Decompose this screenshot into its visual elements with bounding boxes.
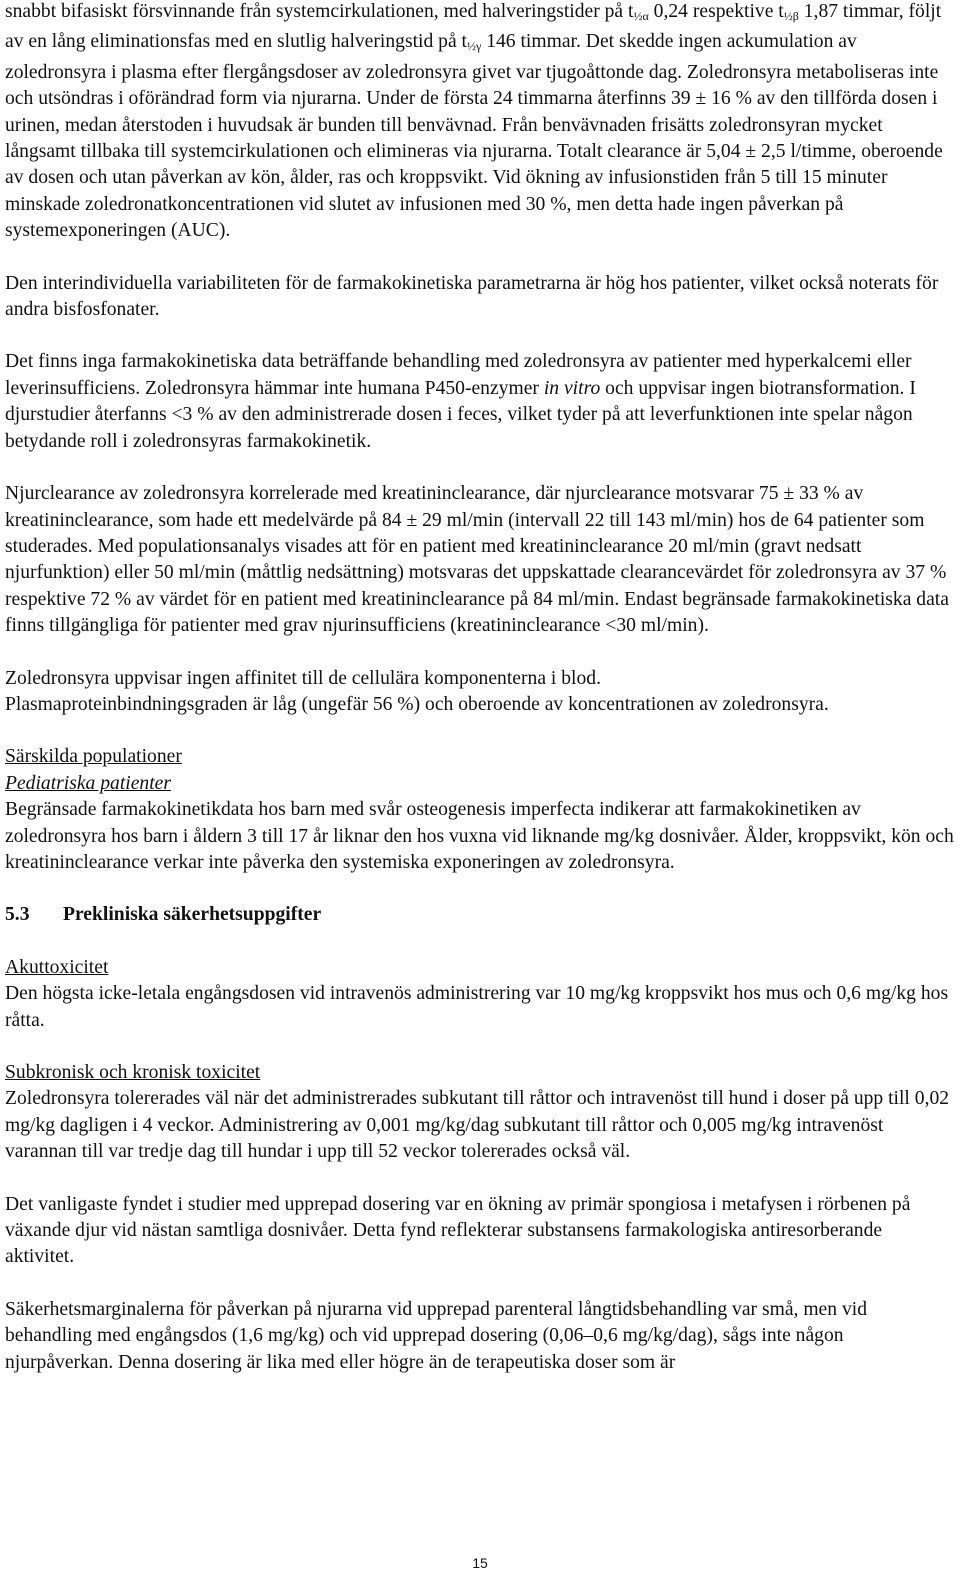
page-content [5,0,955,1402]
paragraph-protein-binding: Plasmaproteinbindningsgraden är låg (ungefär 56 %) och oberoende av koncentrationen av zoledronsyra. [5,693,829,715]
chronic-toxicity-heading: Subkronisk och kronisk toxicitet [5,1062,261,1083]
page-number: 15 [472,1555,488,1571]
subscript: ½γ [466,39,482,54]
acute-toxicity-heading: Akuttoxicitet [5,956,109,978]
acute-toxicity-block [5,955,955,1034]
subscript: ½β [783,9,799,23]
special-populations-heading: Särskilda populationer [5,746,182,768]
chronic-toxicity-block [5,1060,955,1166]
special-populations-block [5,744,955,876]
paragraph-hepatic [5,349,955,455]
pediatric-text: Begränsade farmakokinetikdata hos barn med svår osteogenesis imperfecta indikerar att farmakokinetiken av zoledronsyra hos barn i åldern 3 till 17 år liknar den hos vuxna vid liknande mg/kg dosnivåer. Ålder, kroppsvikt, kön och kreatininclearance verkar inte påverka den systemiska exponeringen av zoledronsyra. [5,799,954,873]
section-number: 5.3 [5,904,30,926]
paragraph-variability: Den interindividuella variabiliteten för de farmakokinetiska parametrarna är hög hos patienter, vilket också noterats för andra bisfosfonater. [5,272,939,321]
paragraph-renal-clearance: Njurclearance av zoledronsyra korrelerade med kreatininclearance, där njurclearance motsvarar 75 ± 33 % av kreatininclearance, som hade ett medelvärde på 84 ± 29 ml/min (intervall 22 till 143 ml/min) hos de 64 patienter som studerades. Med populationsanalys visades att för en patient med kreatininclearance 20 ml/min (gravt nedsatt njurfunktion) eller 50 ml/min (måttlig nedsättning) motsvaras det uppskattade clearancevärdet för zoledronsyra av 37 % respektive 72 % av värdet för en patient med kreatininclearance på 84 ml/min. Endast begränsade farmakokinetiska data finns tillgängliga för patienter med grav njurinsufficiens (kreatininclearance <30 ml/min). [5,483,949,637]
subscript: ½α [633,9,649,23]
text-run: och uppvisar ingen biotransformation. I djurstudier återfanns <3 % av den administrerade dosen i feces, vilket tyder på att leverfunktionen inte spelar någon betydande roll i zoledronsyras farmakokinetik. [5,377,916,452]
pediatric-subheading: Pediatriska patienter [5,772,171,794]
acute-toxicity-text: Den högsta icke-letala engångsdosen vid intravenös administrering var 10 mg/kg kroppsvikt hos mus och 0,6 mg/kg hos råtta. [5,983,949,1031]
italic-term: in vitro [543,377,601,399]
paragraph-safety-margins: Säkerhetsmarginalerna för påverkan på njurarna vid upprepad parenteral långtidsbehandling var små, men vid behandling med engångsdos (1,6 mg/kg) och vid upprepad dosering (0,06–0,6 mg/kg/dag), sågs inte någon njurpåverkan. Denna dosering är lika med eller högre än de terapeutiska doser som är [5,1298,867,1373]
section-title: Prekliniska säkerhetsuppgifter [63,904,322,926]
paragraph-pharmacokinetics [5,0,955,245]
text-run: 0,24 respektive t [648,1,784,22]
text-run: 146 timmar. Det skedde ingen ackumulation av zoledronsyra i plasma efter flergångsdoser av zoledronsyra givet var tjugoåttonde dag. Zoledronsyra metaboliseras inte och utsöndras i oförändrad form via njurarna. Under de första 24 timmarna återfinns 39 ± 16 % av den tillförda dosen i urinen, medan återstoden i huvudsak är bunden till benvävnad. Från benvävnaden frisätts zoledronsyran mycket långsamt tillbaka till systemcirkulationen och elimineras via njurarna. Totalt clearance är 5,04 ± 2,5 l/timme, oberoende av dosen och utan påverkan av kön, ålder, ras och kroppsvikt. Vid ökning av infusionstiden från 5 till 15 minuter minskade zoledronatkoncentrationen vid slutet av infusionen med 30 %, men detta hade ingen påverkan på systemexponeringen (AUC). [5,31,943,242]
chronic-toxicity-text: Zoledronsyra tolererades väl när det administrerades subkutant till råttor och intravenöst till hund i doser på upp till 0,02 mg/kg dagligen i 4 veckor. Administrering av 0,001 mg/kg/dag subkutant till råttor och 0,005 mg/kg intravenöst varannan till var tredje dag till hundar i upp till 52 veckor tolererades också väl. [5,1088,950,1163]
paragraph-affinity: Zoledronsyra uppvisar ingen affinitet till de cellulära komponenterna i blod. [5,667,601,689]
text-run: 1,87 timmar, följt av en lång eliminationsfas med en slutlig halveringstid på t [5,1,942,53]
text-run: Det finns inga farmakokinetiska data beträffande behandling med zoledronsyra av patienter med hyperkalcemi eller leverinsufficiens. Zoledronsyra hämmar inte humana P450-enzymer [5,351,912,399]
section-heading [5,902,955,928]
text-run: snabbt bifasiskt försvinnande från systemcirkulationen, med halveringstider på t [5,1,634,22]
paragraph-spongiosa: Det vanligaste fyndet i studier med upprepad dosering var en ökning av primär spongiosa i metafysen i rörbenen på växande djur vid nästan samtliga dosnivåer. Detta fynd reflekterar substansens farmakologiska antiresorberande aktivitet. [5,1193,911,1268]
